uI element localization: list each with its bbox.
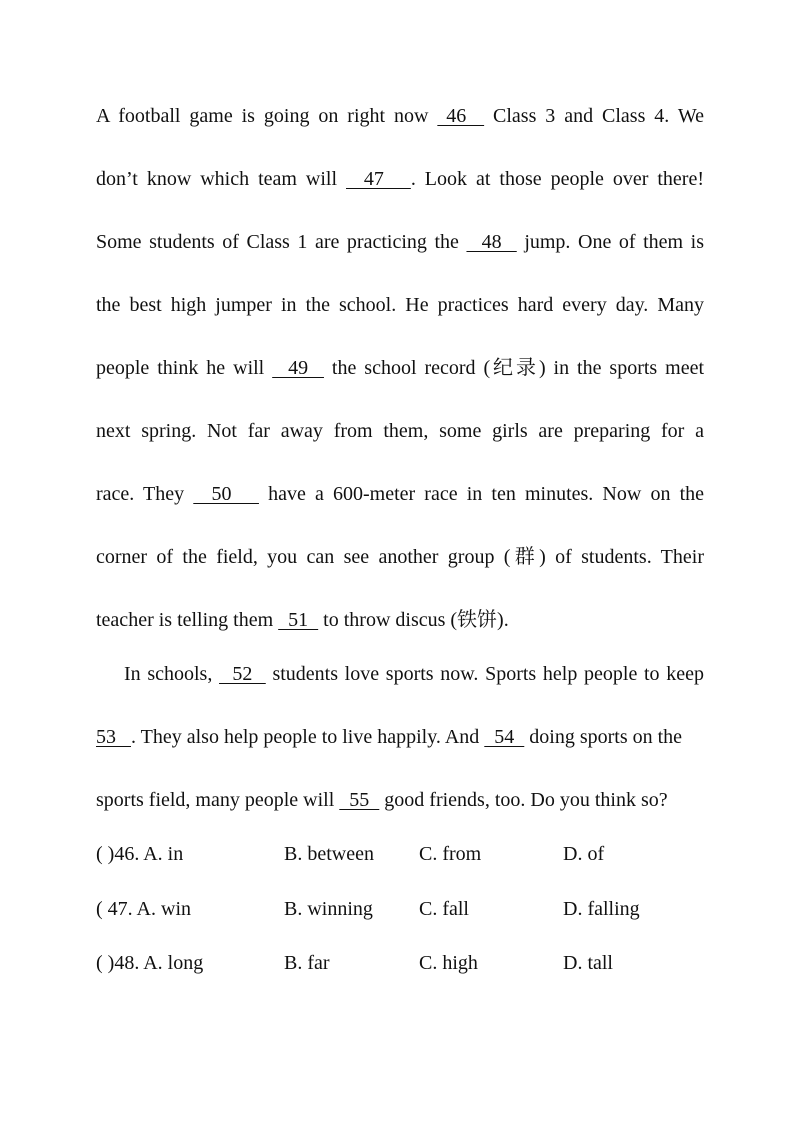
option-c: C. fall	[419, 898, 469, 920]
passage-text: A football game is going on right now	[96, 105, 438, 127]
question-row	[96, 897, 704, 921]
question-stem: ( )46. A. in	[96, 843, 184, 865]
passage-text: In schools,	[124, 663, 220, 685]
answer-blank: 54	[484, 726, 525, 748]
answer-blank: 55	[339, 789, 380, 811]
passage-line	[96, 725, 704, 749]
passage-text: sports field, many people will	[96, 789, 340, 811]
answer-blank: 50	[193, 483, 259, 505]
option-d: D. falling	[563, 898, 640, 920]
passage-line	[96, 608, 704, 632]
passage-line	[96, 167, 704, 191]
passage-line	[96, 356, 704, 380]
passage-text: jump. One of them is	[516, 231, 705, 253]
passage-line	[96, 230, 704, 254]
option-c: C. from	[419, 843, 482, 865]
option-b: B. winning	[284, 898, 373, 920]
passage-text: . They also help people to live happily. And	[131, 726, 485, 748]
passage-text: people think he will	[96, 357, 273, 379]
question-stem: ( 47. A. win	[96, 898, 191, 920]
answer-blank: 46	[437, 105, 485, 127]
answer-blank: 48	[466, 231, 517, 253]
passage-line	[96, 419, 704, 443]
answer-blank: 49	[272, 357, 324, 379]
passage-line	[124, 662, 704, 686]
passage-text: race. They	[96, 483, 194, 505]
passage-text: students love sports now. Sports help people to keep	[265, 663, 704, 685]
passage-text: the school record (纪录) in the sports meet	[323, 357, 705, 379]
answer-blank: 51	[278, 609, 319, 631]
passage-text: Class 3 and Class 4. We	[484, 105, 704, 127]
passage-text: to throw discus (铁饼).	[318, 609, 509, 631]
passage-line	[96, 788, 704, 812]
passage-line	[96, 293, 704, 317]
answer-blank: 52	[219, 663, 266, 685]
question-row	[96, 951, 704, 975]
answer-blank: 53	[96, 726, 131, 748]
passage-text: . Look at those people over there!	[410, 168, 704, 190]
question-stem: ( )48. A. long	[96, 952, 204, 974]
passage-line	[96, 545, 704, 569]
option-b: B. between	[284, 843, 374, 865]
option-d: D. tall	[563, 952, 613, 974]
passage-text: have a 600-meter race in ten minutes. Now on the	[258, 483, 705, 505]
passage-text: good friends, too. Do you think so?	[379, 789, 668, 811]
option-b: B. far	[284, 952, 330, 974]
question-row	[96, 842, 704, 866]
passage-text: doing sports on the	[524, 726, 683, 748]
passage-text: corner of the field, you can see another group (群) of students. Their	[96, 546, 704, 568]
passage-text: teacher is telling them	[96, 609, 279, 631]
passage-text: next spring. Not far away from them, some girls are preparing for a	[96, 420, 704, 442]
passage-text: the best high jumper in the school. He practices hard every day. Many	[96, 294, 704, 316]
passage-text: Some students of Class 1 are practicing the	[96, 231, 467, 253]
passage-line	[96, 104, 704, 128]
answer-blank: 47	[346, 168, 411, 190]
passage-text: don’t know which team will	[96, 168, 346, 190]
passage-line	[96, 482, 704, 506]
option-d: D. of	[563, 843, 605, 865]
option-c: C. high	[419, 952, 478, 974]
